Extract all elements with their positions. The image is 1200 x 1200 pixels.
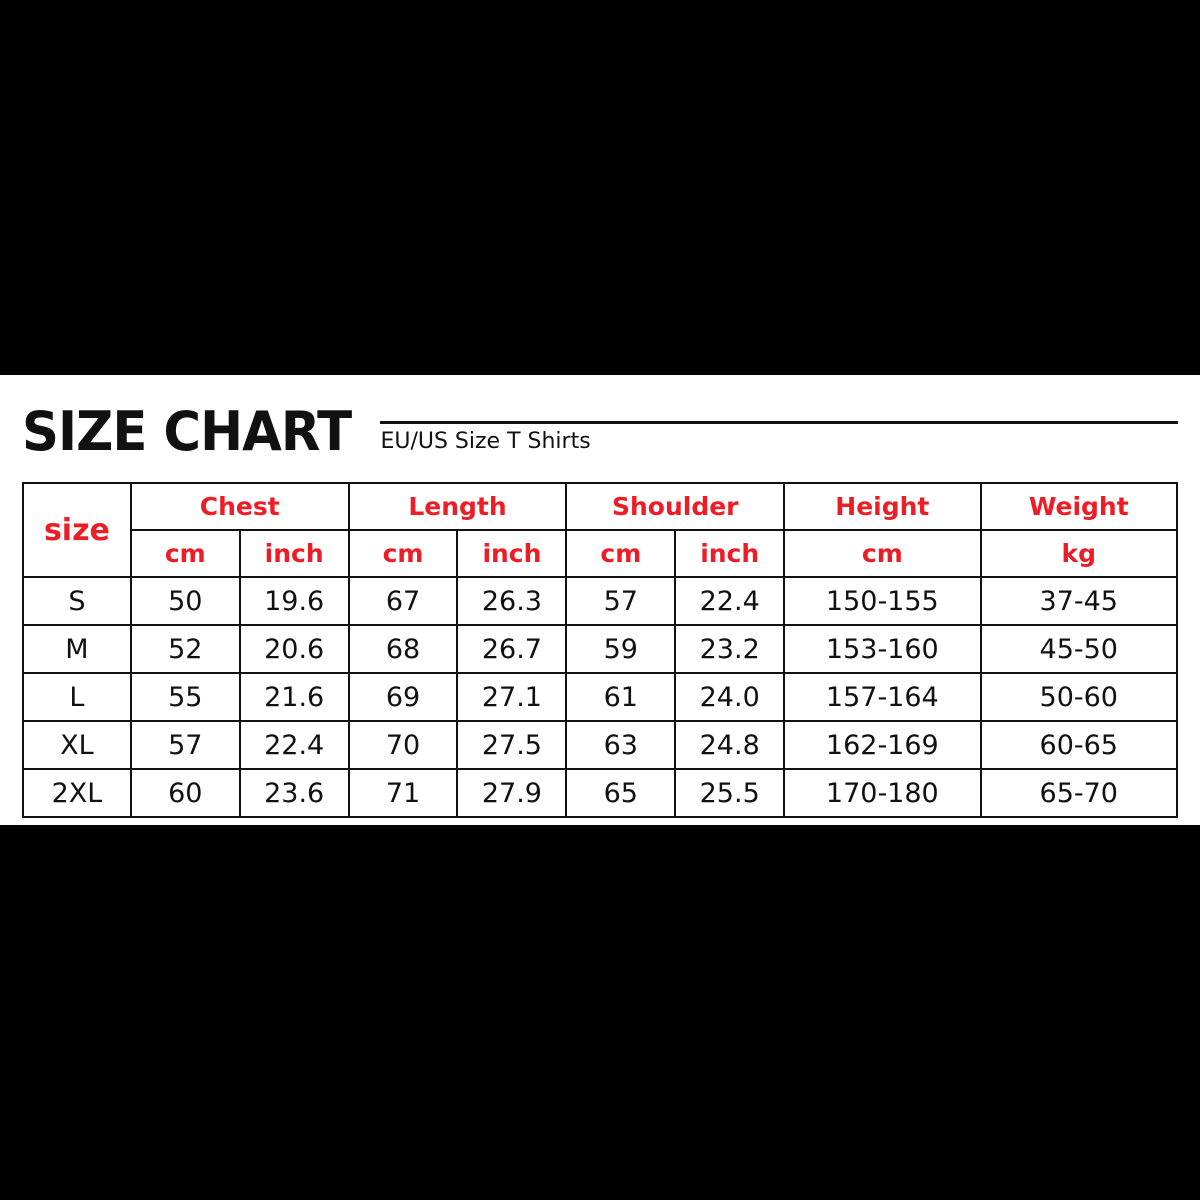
cell-chest-inch: 23.6 [240, 769, 349, 817]
cell-weight-kg: 37-45 [981, 577, 1177, 625]
cell-shoulder-cm: 59 [566, 625, 675, 673]
table-header-unit-row [23, 530, 1177, 577]
header-shoulder-cm: cm [566, 530, 675, 577]
cell-shoulder-inch: 24.0 [675, 673, 784, 721]
header-shoulder-inch: inch [675, 530, 784, 577]
cell-length-cm: 71 [349, 769, 458, 817]
cell-chest-cm: 50 [131, 577, 240, 625]
cell-chest-cm: 57 [131, 721, 240, 769]
cell-shoulder-inch: 24.8 [675, 721, 784, 769]
cell-chest-cm: 52 [131, 625, 240, 673]
cell-shoulder-inch: 23.2 [675, 625, 784, 673]
header-length-inch: inch [457, 530, 566, 577]
cell-shoulder-cm: 61 [566, 673, 675, 721]
table-row [23, 673, 1177, 721]
cell-length-cm: 70 [349, 721, 458, 769]
cell-chest-inch: 21.6 [240, 673, 349, 721]
cell-size: 2XL [23, 769, 131, 817]
cell-length-inch: 27.1 [457, 673, 566, 721]
header-size: size [23, 483, 131, 577]
page-title: SIZE CHART [22, 400, 352, 463]
header-chest: Chest [131, 483, 349, 530]
cell-weight-kg: 60-65 [981, 721, 1177, 769]
cell-weight-kg: 65-70 [981, 769, 1177, 817]
subtitle: EU/US Size T Shirts [380, 429, 591, 454]
header-shoulder: Shoulder [566, 483, 784, 530]
cell-length-cm: 69 [349, 673, 458, 721]
size-chart-table [22, 482, 1178, 818]
cell-chest-inch: 22.4 [240, 721, 349, 769]
cell-height-cm: 153-160 [784, 625, 980, 673]
cell-chest-inch: 19.6 [240, 577, 349, 625]
cell-size: L [23, 673, 131, 721]
table-row [23, 769, 1177, 817]
header-weight: Weight [981, 483, 1177, 530]
cell-size: S [23, 577, 131, 625]
cell-weight-kg: 50-60 [981, 673, 1177, 721]
cell-shoulder-inch: 25.5 [675, 769, 784, 817]
cell-shoulder-inch: 22.4 [675, 577, 784, 625]
cell-chest-cm: 60 [131, 769, 240, 817]
cell-shoulder-cm: 65 [566, 769, 675, 817]
cell-shoulder-cm: 57 [566, 577, 675, 625]
cell-length-inch: 27.5 [457, 721, 566, 769]
cell-length-inch: 26.3 [457, 577, 566, 625]
table-row [23, 625, 1177, 673]
cell-height-cm: 170-180 [784, 769, 980, 817]
cell-shoulder-cm: 63 [566, 721, 675, 769]
cell-length-inch: 27.9 [457, 769, 566, 817]
cell-height-cm: 150-155 [784, 577, 980, 625]
table-row [23, 577, 1177, 625]
header-chest-inch: inch [240, 530, 349, 577]
subtitle-area [376, 403, 1178, 459]
header-length-cm: cm [349, 530, 458, 577]
table-row [23, 721, 1177, 769]
size-chart-sheet [0, 375, 1200, 825]
cell-weight-kg: 45-50 [981, 625, 1177, 673]
header-height-cm: cm [784, 530, 980, 577]
cell-length-cm: 67 [349, 577, 458, 625]
cell-length-cm: 68 [349, 625, 458, 673]
cell-size: M [23, 625, 131, 673]
header-height: Height [784, 483, 980, 530]
cell-length-inch: 26.7 [457, 625, 566, 673]
header-length: Length [349, 483, 567, 530]
cell-size: XL [23, 721, 131, 769]
table-header-group-row [23, 483, 1177, 530]
cell-height-cm: 162-169 [784, 721, 980, 769]
cell-chest-inch: 20.6 [240, 625, 349, 673]
header [22, 397, 1178, 463]
header-weight-kg: kg [981, 530, 1177, 577]
table-head [23, 483, 1177, 577]
table-body [23, 577, 1177, 817]
cell-chest-cm: 55 [131, 673, 240, 721]
cell-height-cm: 157-164 [784, 673, 980, 721]
title-divider [380, 421, 1178, 424]
header-chest-cm: cm [131, 530, 240, 577]
